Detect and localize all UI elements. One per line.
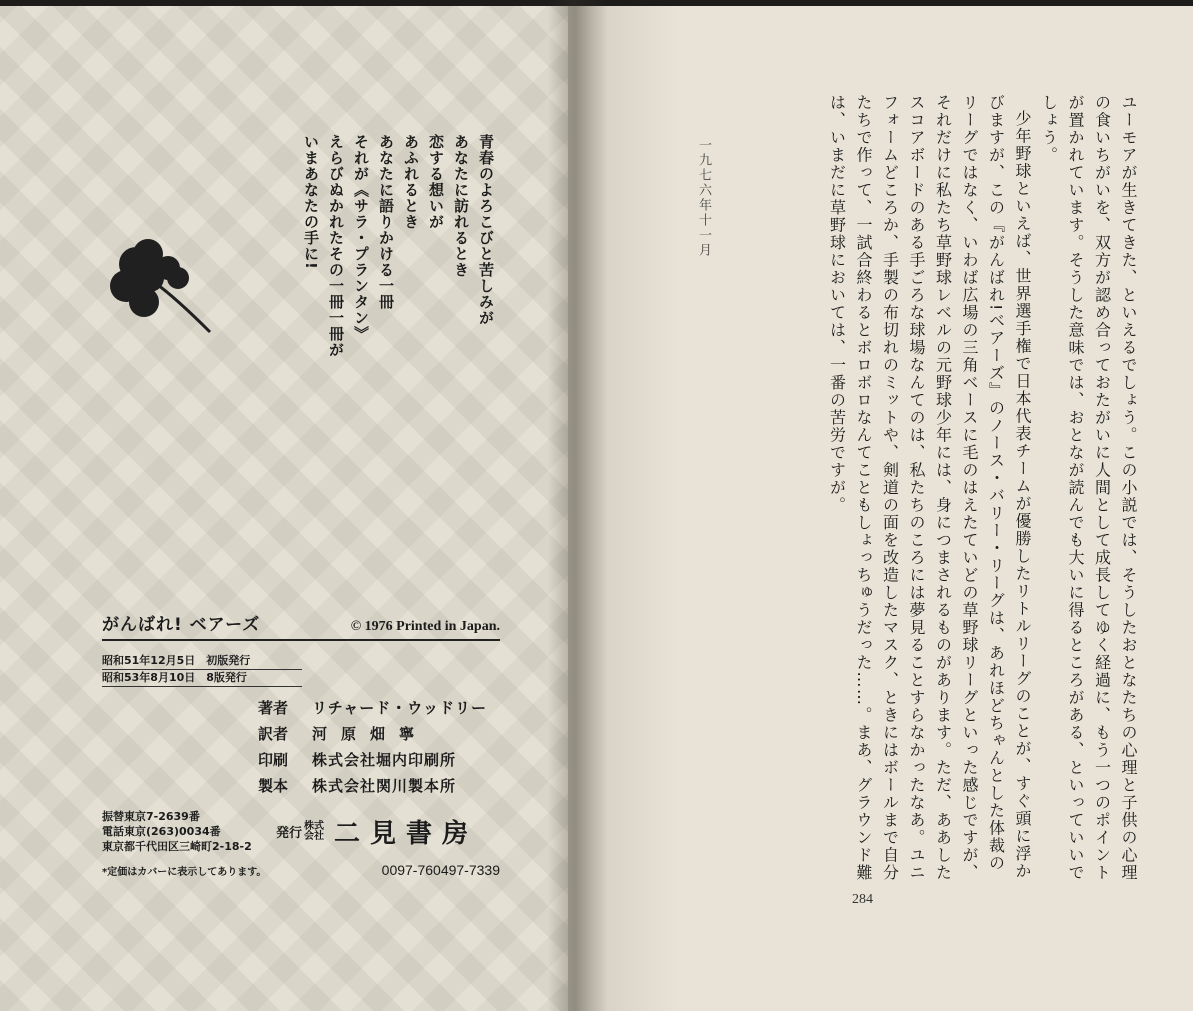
credit-printer bbox=[258, 747, 500, 773]
credit-value: 河原畑寧 bbox=[312, 725, 429, 743]
poem bbox=[298, 134, 498, 358]
colophon-title-row bbox=[102, 610, 500, 641]
book-title: がんばれ! ベアーズ bbox=[102, 615, 261, 635]
credit-value: リチャード・ウッドリー bbox=[312, 699, 487, 717]
publisher-name: 二見書房 bbox=[334, 819, 479, 849]
poem-line: あなたに訪れるとき bbox=[452, 134, 470, 278]
poem-line: あなたに語りかける一冊 bbox=[377, 134, 395, 310]
contact-line: 東京都千代田区三崎町2-18-2 bbox=[102, 840, 252, 853]
credit-role: 製本 bbox=[258, 777, 289, 795]
colophon bbox=[102, 610, 500, 878]
credit-role: 著者 bbox=[258, 699, 289, 717]
book-code: 0097-760497-7339 bbox=[381, 862, 500, 878]
price-note: *定価はカバーに表示してあります。 bbox=[102, 867, 267, 878]
four-leaf-clover-icon bbox=[106, 238, 218, 338]
afterword-date: 一九七六年十一月 bbox=[696, 138, 711, 258]
book-gutter-shadow bbox=[548, 0, 608, 1011]
poem-line: えらびぬかれたその一冊一冊が bbox=[327, 134, 345, 358]
credit-author bbox=[258, 695, 500, 721]
publication-date: 昭和53年8月10日 8版発行 bbox=[102, 670, 302, 687]
left-page bbox=[0, 6, 568, 1011]
poem-line: あふれるとき bbox=[402, 134, 420, 230]
credit-translator bbox=[258, 721, 500, 747]
paragraph: ユーモアが生きてきた、といえるでしょう。この小説では、そうしたおとなたちの心理と子供の心理の食いちがいを、双方が認め合っておたがいに人間として成長してゆく経過に、もう一つのポイントが置かれています。そうした意味では、おとなが読んでも大いに得るところがある、といっていいでしょう。 bbox=[1039, 94, 1138, 882]
colophon-footer bbox=[102, 862, 500, 878]
credit-binder bbox=[258, 773, 500, 799]
credit-value: 株式会社堀内印刷所 bbox=[312, 751, 457, 769]
credit-role: 訳者 bbox=[258, 725, 289, 743]
poem-line: 恋する想いが bbox=[427, 134, 445, 230]
contact-line: 振替東京7-2639番 bbox=[102, 810, 200, 823]
poem-line: それが《サラ・プランタン》 bbox=[352, 134, 370, 342]
publisher-block bbox=[102, 809, 500, 854]
credit-role: 印刷 bbox=[258, 751, 289, 769]
page-number: 284 bbox=[852, 892, 873, 907]
paragraph: 少年野球といえば、世界選手権で日本代表チームが優勝したリトルリーグのことが、すぐ頭に浮かびますが、この『がんばれ!ベアーズ』のノース・バリー・リーグは、あれほどちゃんとした体裁のリーグではなく、いわば広場の三角ベースに毛のはえたていどの草野球リーグといった感じですが、それだけに私たち草野球レベルの元野球少年には、身につまされるものがあります。ただ、ああしたスコアボードのある手ごろな球場なんてのは、私たちのころには夢見ることすらなかったなあ。ユニフォームどころか、手製の布切れのミットや、剣道の面を改造したマスク、ときにはボールまで自分たちで作って、一試合終わるとボロボロなんてこともしょっちゅうだった……。まあ、グラウンド難は、いまだに草野球においては、一番の苦労ですが。 bbox=[827, 94, 1032, 882]
copyright: © 1976 Printed in Japan. bbox=[350, 619, 500, 634]
publication-dates bbox=[102, 653, 500, 687]
poem-line: 青春のよろこびと苦しみが bbox=[477, 134, 495, 326]
poem-line: いまあなたの手に! bbox=[302, 134, 320, 270]
contact-lines bbox=[102, 809, 272, 854]
credits bbox=[258, 695, 500, 799]
contact-line: 電話東京(263)0034番 bbox=[102, 825, 221, 838]
publication-date: 昭和51年12月5日 初版発行 bbox=[102, 653, 302, 670]
publisher-label: 発行 bbox=[276, 826, 303, 841]
publisher-kind: 株式会社 bbox=[304, 820, 325, 842]
afterword-text bbox=[823, 94, 1141, 884]
credit-value: 株式会社関川製本所 bbox=[312, 777, 457, 795]
